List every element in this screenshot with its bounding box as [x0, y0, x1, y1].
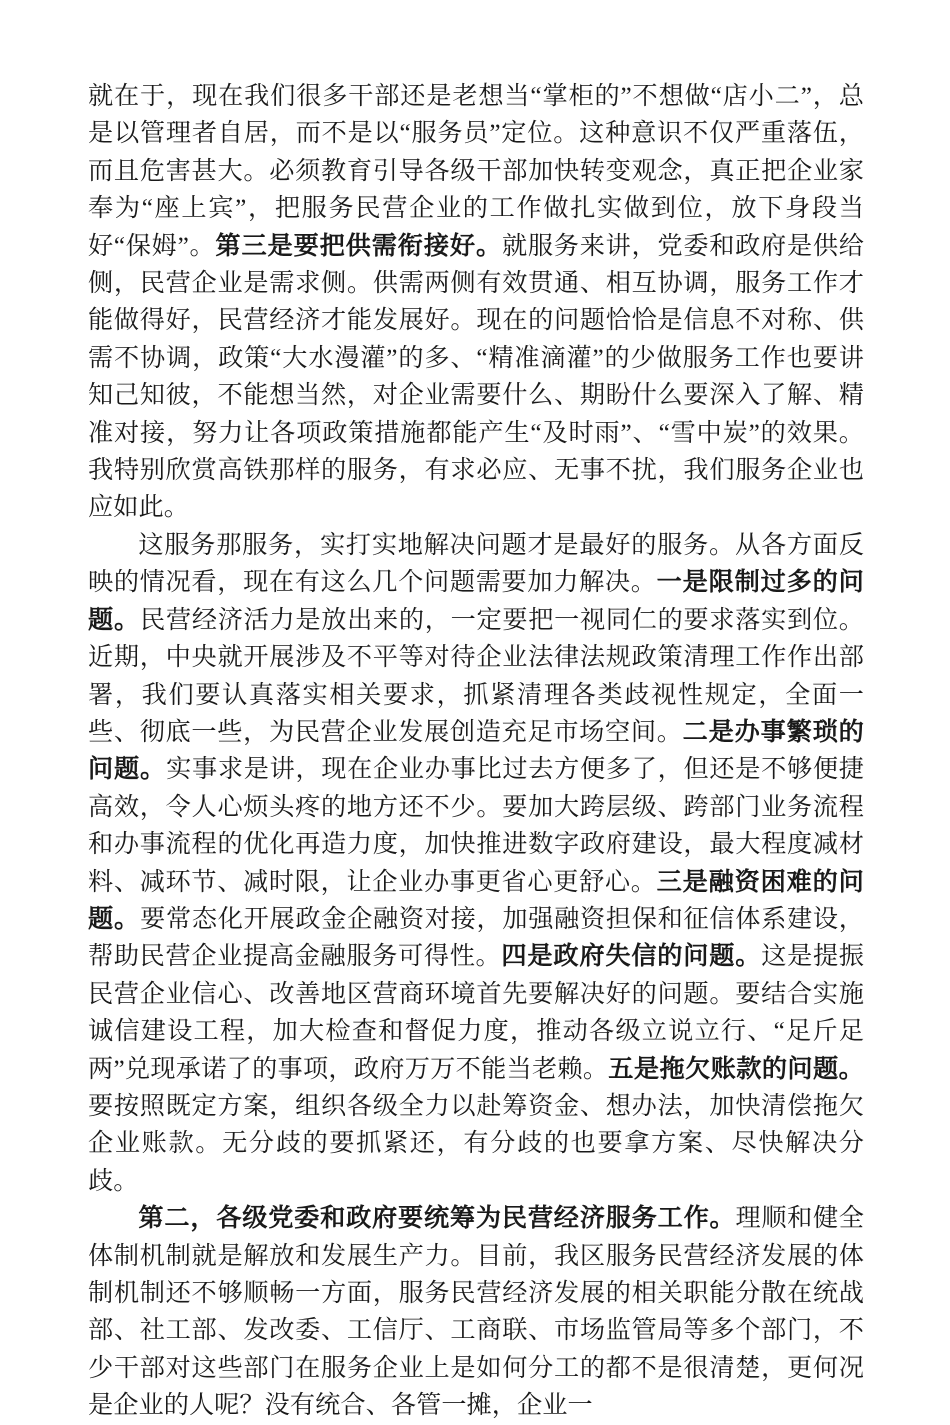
body-text-run: 民营经济活力是放出来的，一定要把一视同仁的要求落实到位。近期，中央就开展涉及不平等对待企业法律法规政策清理工作作出部署，我们要认真落实相关要求，抓紧清理各类歧视性规定，全面一些、彻底一些，为民营企业发展创造充足市场空间。: [88, 606, 864, 746]
paragraph: [88, 527, 864, 1200]
bold-heading-run: 二是办事繁琐的问题。: [88, 718, 864, 784]
bold-heading-run: 第二，各级党委和政府要统筹为民营经济服务工作。: [138, 1205, 736, 1233]
body-text-run: 这是提振民营企业信心、改善地区营商环境首先要解决好的问题。要结合实施诚信建设工程，加大检查和督促力度，推动各级立说立行、“足斤足两”兑现承诺了的事项，政府万万不能当老赖。: [88, 943, 865, 1083]
document-text-body: [88, 78, 864, 1425]
body-text-run: 这服务那服务，实打实地解决问题才是最好的服务。从各方面反映的情况看，现在有这么几个问题需要加力解决。: [88, 531, 864, 597]
paragraph: [88, 1200, 864, 1424]
body-text-run: 实事求是讲，现在企业办事比过去方便多了，但还是不够便捷高效，令人心烦头疼的地方还不少。要加大跨层级、跨部门业务流程和办事流程的优化再造力度，加快推进数字政府建设，最大程度减材料、减环节、减时限，让企业办事更省心更舒心。: [88, 756, 864, 896]
bold-heading-run: 五是拖欠账款的问题。: [608, 1055, 864, 1083]
bold-heading-run: 一是限制过多的问题。: [88, 569, 864, 634]
body-text-run: 就服务来讲，党委和政府是供给侧，民营企业是需求侧。供需两侧有效贯通、相互协调，服务工作才能做得好，民营经济才能发展好。现在的问题恰恰是信息不对称、供需不协调，政策“大水漫灌”的多、“精准滴灌”的少做服务工作也要讲知己知彼，不能想当然，对企业需要什么、期盼什么要深入了解、精准对接，努力让各项政策措施都能产生“及时雨”、“雪中炭”的效果。我特别欣赏高铁那样的服务，有求必应、无事不扰，我们服务企业也应如此。: [88, 232, 864, 522]
bold-heading-run: 第三是要把供需衔接好。: [215, 232, 502, 260]
bold-heading-run: 四是政府失信的问题。: [501, 943, 762, 971]
body-text-run: 要按照既定方案，组织各级全力以赴筹资金、想办法，加快清偿拖欠企业账款。无分歧的要抓紧还，有分歧的也要拿方案、尽快解决分歧。: [88, 1092, 864, 1195]
body-text-run: 要常态化开展政金企融资对接，加强融资担保和征信体系建设，帮助民营企业提高金融服务可得性。: [88, 905, 864, 971]
body-text-run: 理顺和健全体制机制就是解放和发展生产力。目前，我区服务民营经济发展的体制机制还不够顺畅一方面，服务民营经济发展的相关职能分散在统战部、社工部、发改委、工信厅、工商联、市场监管局等多个部门，不少干部对这些部门在服务企业上是如何分工的都不是很清楚，更何况是企业的人呢？没有统合、各管一摊，企业一: [88, 1205, 864, 1420]
body-text-run: 就在于，现在我们很多干部还是老想当“掌柜的”不想做“店小二”，总是以管理者自居，而不是以“服务员”定位。这种意识不仅严重落伍，而且危害甚大。必须教育引导各级干部加快转变观念，真正把企业家奉为“座上宾”，把服务民营企业的工作做扎实做到位，放下身段当好“保姆”。: [88, 83, 864, 260]
paragraph: [88, 78, 864, 527]
bold-heading-run: 三是融资困难的问题。: [88, 868, 864, 933]
